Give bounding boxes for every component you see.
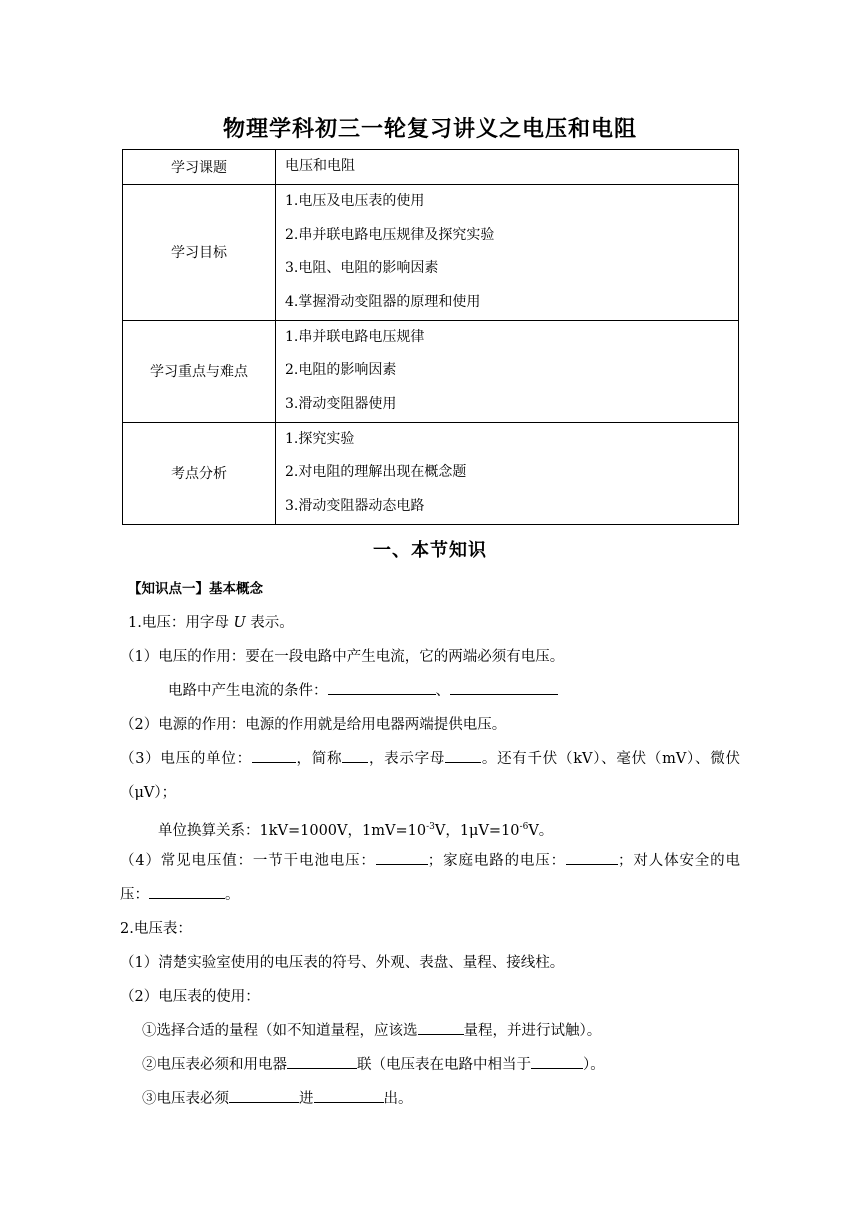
row-item: 1.串并联电路电压规律 (285, 328, 425, 345)
text: 单位换算关系：1kV=1000V，1mV=10 (158, 822, 427, 839)
paragraph (120, 742, 740, 810)
fill-blank[interactable] (229, 1087, 299, 1103)
text: ；对人体安全的电压： (120, 853, 741, 903)
text: 出。 (383, 1091, 413, 1107)
fill-blank[interactable] (450, 679, 558, 695)
text: （4）常见电压值：一节干电池电压： (120, 853, 376, 869)
fill-blank[interactable] (376, 849, 428, 865)
paragraph (128, 674, 740, 708)
section-body (120, 572, 741, 1116)
table-row (123, 184, 739, 320)
info-table (122, 149, 739, 525)
document-title: 物理学科初三一轮复习讲义之电压和电阻 (222, 116, 637, 142)
paragraph (128, 1082, 740, 1116)
row-value (276, 184, 739, 320)
fill-blank[interactable] (314, 1087, 384, 1103)
text: ①选择合适的量程（如不知道量程，应该选 (142, 1023, 418, 1039)
fill-blank[interactable] (287, 1053, 357, 1069)
paragraph: （2）电压表的使用： (120, 989, 260, 1005)
fill-blank[interactable] (328, 679, 436, 695)
row-label: 学习课题 (123, 150, 276, 185)
row-value (276, 320, 739, 422)
exponent: -3 (426, 822, 435, 832)
row-item: 电压和电阻 (285, 158, 355, 174)
paragraph (120, 844, 740, 912)
paragraph (128, 1048, 740, 1082)
text: ，简称 (295, 751, 343, 767)
row-label: 学习重点与难点 (123, 320, 276, 422)
text: 量程，并进行试触）。 (463, 1023, 602, 1039)
exponent: -6 (519, 822, 529, 832)
text: 。 (225, 887, 240, 903)
paragraph: 2.电压表： (120, 921, 192, 937)
text: （3）电压的单位： (120, 751, 252, 767)
fill-blank[interactable] (342, 747, 368, 763)
row-item: 2.电阻的影响因素 (285, 362, 397, 379)
knowledge-point-heading: 【知识点一】基本概念 (128, 581, 263, 597)
text: ；家庭电路的电压： (427, 853, 567, 869)
row-value (276, 150, 739, 185)
text: 联（电压表在电路中相当于 (357, 1057, 531, 1073)
text: 进 (299, 1091, 314, 1107)
fill-blank[interactable] (149, 883, 225, 899)
table-row (123, 150, 739, 185)
row-item: 1.电压及电压表的使用 (285, 192, 425, 209)
symbol-u: U (233, 615, 246, 631)
paragraph: （1）电压的作用：要在一段电路中产生电流，它的两端必须有电压。 (120, 649, 565, 665)
row-item: 3.滑动变阻器使用 (285, 395, 397, 412)
fill-blank[interactable] (531, 1053, 583, 1069)
row-label: 学习目标 (123, 184, 276, 320)
paragraph (128, 810, 740, 844)
table-row (123, 320, 739, 422)
fill-blank[interactable] (445, 747, 481, 763)
section-heading: 一、本节知识 (373, 540, 487, 561)
text: ②电压表必须和用电器 (142, 1057, 287, 1073)
text: 电路中产生电流的条件： (168, 683, 328, 699)
text: ③电压表必须 (142, 1091, 229, 1107)
row-label: 考点分析 (123, 422, 276, 524)
text: 。还有千伏（kV）、毫伏（mV）、微伏（μV）； (120, 751, 740, 801)
row-item: 1.探究实验 (285, 430, 355, 447)
text: ）。 (583, 1057, 605, 1073)
fill-blank[interactable] (418, 1019, 464, 1035)
fill-blank[interactable] (566, 849, 618, 865)
paragraph: （2）电源的作用：电源的作用就是给用电器两端提供电压。 (120, 717, 507, 733)
text: 1.电压：用字母 (128, 615, 234, 631)
text: V。 (528, 822, 554, 839)
row-item: 4.掌握滑动变阻器的原理和使用 (285, 293, 481, 310)
paragraph (128, 606, 740, 640)
row-item: 2.对电阻的理解出现在概念题 (285, 464, 467, 481)
row-value (276, 422, 739, 524)
text: 表示。 (245, 615, 294, 631)
row-item: 2.串并联电路电压规律及探究实验 (285, 226, 495, 243)
text: 、 (435, 683, 450, 699)
table-row (123, 422, 739, 524)
paragraph: （1）清楚实验室使用的电压表的符号、外观、表盘、量程、接线柱。 (120, 955, 565, 971)
row-item: 3.电阻、电阻的影响因素 (285, 260, 439, 277)
paragraph (128, 1014, 740, 1048)
fill-blank[interactable] (252, 747, 296, 763)
row-item: 3.滑动变阻器动态电路 (285, 497, 425, 514)
text: V，1μV=10 (434, 822, 520, 839)
text: ，表示字母 (368, 751, 446, 767)
